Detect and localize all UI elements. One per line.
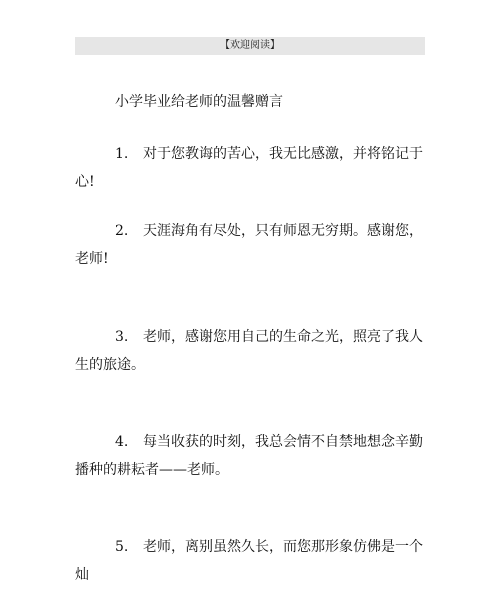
document-title: 小学毕业给老师的温馨赠言 <box>115 94 283 110</box>
list-item-number: 3. <box>115 329 129 345</box>
list-item-number: 5. <box>115 539 129 555</box>
list-item <box>75 428 427 484</box>
list-item <box>75 217 427 273</box>
list-item-number: 1. <box>115 146 129 162</box>
list-item <box>75 533 427 589</box>
list-item-text: 每当收获的时刻，我总会情不自禁地想念辛勤播种的耕耘者——老师。 <box>75 434 423 478</box>
list-item <box>75 323 427 379</box>
list-item-number: 4. <box>115 434 129 450</box>
list-item-text: 老师，离别虽然久长，而您那形象仿佛是一个灿 <box>75 539 423 583</box>
welcome-banner <box>75 37 425 55</box>
welcome-banner-label: 【欢迎阅读】 <box>220 40 280 51</box>
list-item-text: 对于您教诲的苦心，我无比感激，并将铭记于心! <box>75 146 423 190</box>
list-item <box>75 140 427 196</box>
list-item-number: 2. <box>115 223 129 239</box>
list-item-text: 老师，感谢您用自己的生命之光，照亮了我人生的旅途。 <box>75 329 423 373</box>
list-item-text: 天涯海角有尽处，只有师恩无穷期。感谢您，老师! <box>75 223 423 267</box>
